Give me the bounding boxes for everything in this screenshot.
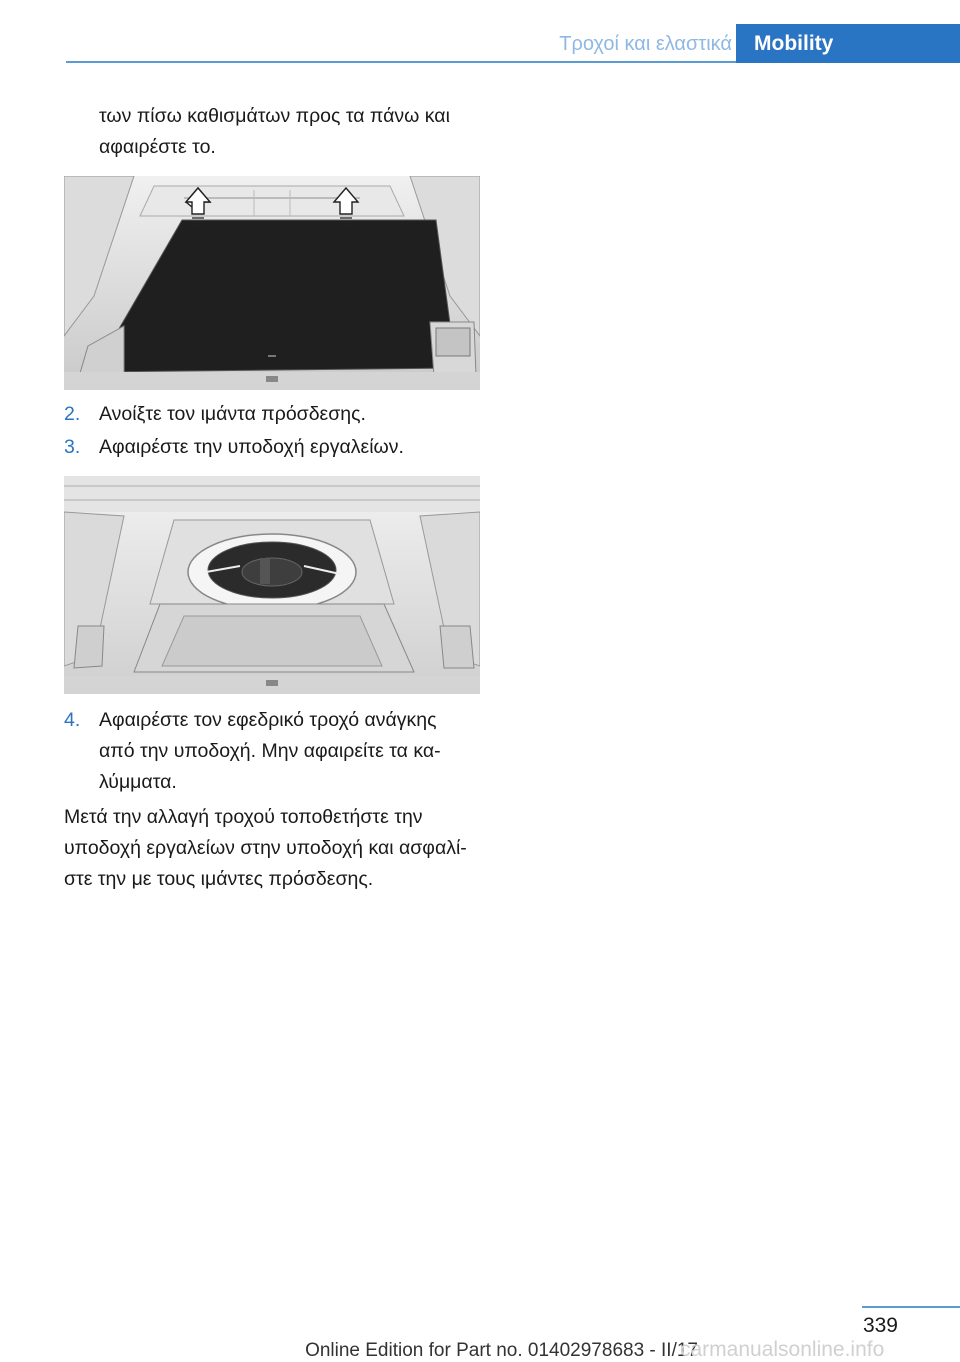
step-text: Αφαιρέστε την υποδοχή εργαλείων. [99,436,404,458]
step-text: λύμματα. [99,771,177,793]
footer-edition: Online Edition for Part no. 01402978683 - II/17 [305,1340,698,1361]
step-number: 3. [64,436,81,458]
spare-wheel-well-figure [64,476,480,694]
closing-line-3: στε την με τους ιμάντες πρόσδεσης. [64,868,374,890]
intro-line-1: των πίσω καθισμάτων προς τα πάνω και [99,105,450,127]
step-text: Ανοίξτε τον ιμάντα πρόσδεσης. [99,403,366,425]
watermark: carmanualsonline.info [680,1338,885,1361]
closing-line-1: Μετά την αλλαγή τροχού τοποθετήστε την [64,806,423,828]
intro-line-2: αφαιρέστε το. [99,136,216,158]
trunk-floor-cover-figure [64,176,480,390]
header-section-title[interactable]: Τροχοί και ελαστικά [559,33,732,55]
header-chapter-tab[interactable]: Mobility [736,24,960,63]
footer-rule [862,1306,960,1308]
step-number: 2. [64,403,81,425]
step-text: Αφαιρέστε τον εφεδρικό τροχό ανάγκης [99,709,437,731]
closing-line-2: υποδοχή εργαλείων στην υποδοχή και ασφαλί- [64,837,467,859]
step-number: 4. [64,709,81,731]
page-number: 339 [862,1314,898,1337]
step-text: από την υποδοχή. Μην αφαιρείτε τα κα- [99,740,441,762]
